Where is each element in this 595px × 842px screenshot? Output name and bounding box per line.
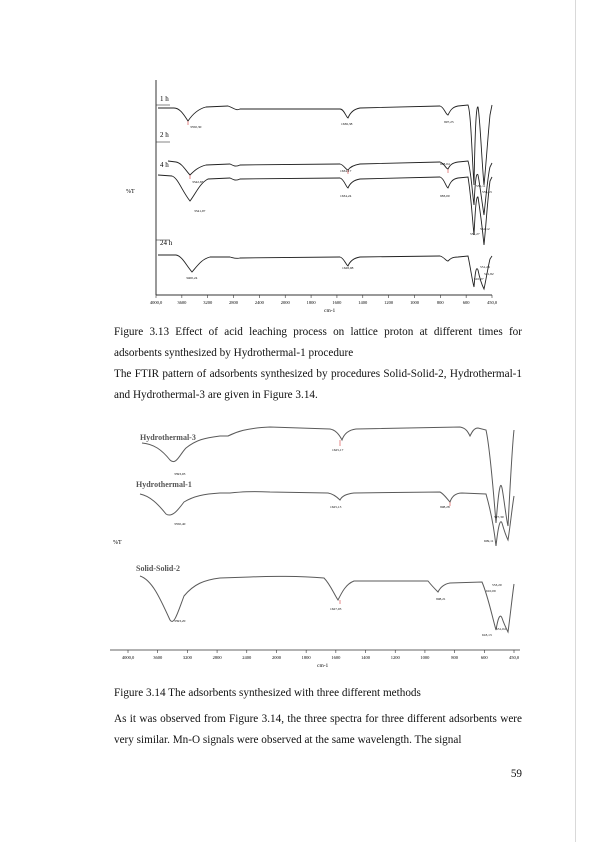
- fig314-x-tick-label: 1800: [301, 655, 311, 660]
- fig314-x-tick-label: 1000: [420, 655, 430, 660]
- x-tick-labels: [150, 295, 498, 306]
- peak-4h-1: 1634,24: [340, 194, 352, 198]
- peak-ss2-1: 1627,03: [330, 607, 342, 611]
- fig313-x-tick-label: 1400: [358, 300, 368, 305]
- peak-1h-0: 3350,30: [190, 125, 202, 129]
- fig314-x-tick-label: 800: [451, 655, 458, 660]
- figure-3-14: [110, 418, 530, 673]
- peak-ss2-6: 618,13: [482, 633, 492, 637]
- peak-ss2-2: 998,21: [436, 597, 446, 601]
- label-hydrothermal-3: Hydrothermal-3: [140, 433, 196, 442]
- peak-24h-0: 3400,24: [186, 276, 198, 280]
- figure-3-13-caption: Figure 3.13 Effect of acid leaching process on lattice proton at different times for adsorbents synthesized by Hydrothermal-1 procedure: [114, 326, 522, 359]
- peak-24h-3: 521,82: [484, 272, 494, 276]
- fig313-x-tick-label: 1000: [409, 300, 419, 305]
- fig314-x-tick-label: 1600: [331, 655, 341, 660]
- fig314-x-tick-label: 3600: [153, 655, 163, 660]
- peak-h1-0: 3350,40: [174, 522, 186, 526]
- peak-h1-2: 998,28: [440, 505, 450, 509]
- spectrum-4h: [158, 175, 492, 245]
- spectrum-2h: [168, 161, 492, 215]
- fig314-x-tick-label: 1400: [361, 655, 371, 660]
- peak-h3-0: 3393,03: [174, 472, 186, 476]
- peak-ss2-3: 553,20: [492, 583, 502, 587]
- peak-4h-4: 551,12: [480, 227, 490, 231]
- peak-h1-3: 527,30: [494, 515, 504, 519]
- fig313-x-tick-label: 2400: [254, 300, 264, 305]
- peak-2h-0: 3342,83: [192, 180, 204, 184]
- fig314-x-tick-label: 3200: [182, 655, 192, 660]
- peak-ss2-5: 551,04: [496, 627, 506, 631]
- x-axis-label: cm-1: [317, 663, 329, 669]
- peak-2h-1: 1634,17: [340, 169, 352, 173]
- fig313-x-tick-label: 2000: [280, 300, 290, 305]
- ftir-chart-three-methods: [110, 418, 530, 673]
- y-axis-label: %T: [126, 189, 135, 195]
- fig314-x-tick-label: 2400: [242, 655, 252, 660]
- fig314-x-tick-label: 4000,0: [121, 655, 135, 660]
- spectrum-solid-solid-2: [140, 576, 514, 632]
- peak-h1-4: 609,11: [484, 539, 494, 543]
- label-24h: 24 h: [160, 239, 173, 247]
- spectrum-hydrothermal-1: [140, 492, 514, 546]
- fig313-x-tick-label: 3600: [177, 300, 187, 305]
- fig313-x-tick-label: 1800: [306, 300, 316, 305]
- figure-3-13: [110, 75, 530, 315]
- fig314-x-tick-label: 600: [480, 655, 488, 660]
- label-1h: 1 h: [160, 95, 169, 103]
- spectrum-24h: [158, 255, 492, 289]
- peak-24h-1: 1628,98: [342, 266, 354, 270]
- fig314-x-tick-label: 450,0: [508, 655, 520, 660]
- label-solid-solid-2: Solid-Solid-2: [136, 564, 181, 573]
- peak-1h-2: 997,25: [444, 120, 454, 124]
- fig313-x-tick-label: 450,0: [486, 300, 498, 305]
- peak-24h-2: 551,24: [480, 265, 490, 269]
- peak-h1-1: 1625,13: [330, 505, 342, 509]
- fig313-x-tick-label: 1600: [332, 300, 342, 305]
- peak-2h-3: 551,11: [476, 184, 486, 188]
- fig313-x-tick-label: 800: [436, 300, 444, 305]
- page-edge-line: [575, 0, 576, 842]
- peak-4h-0: 3341,97: [194, 209, 206, 213]
- fig314-x-tick-label: 2800: [212, 655, 222, 660]
- label-hydrothermal-1: Hydrothermal-1: [136, 480, 192, 489]
- fig313-x-tick-label: 2800: [229, 300, 239, 305]
- peak-ss2-0: 3393,20: [174, 619, 186, 623]
- peak-2h-2: 988,04: [440, 162, 450, 166]
- peak-2h-4: 555,53: [482, 190, 492, 194]
- spectrum-1h: [158, 105, 492, 185]
- fig313-x-tick-label: 4000,0: [149, 300, 163, 305]
- y-axis-label: %T: [113, 540, 122, 546]
- paragraph-observation: As it was observed from Figure 3.14, the three spectra for three different adsorbents were very similar. Mn-O signals were observed at the same wavelength. The signal: [114, 713, 522, 746]
- peak-24h-4: 510,27: [474, 277, 484, 281]
- fig313-x-tick-label: 600: [462, 300, 470, 305]
- paragraph-intro-figure-3-14: The FTIR pattern of adsorbents synthesized by procedures Solid-Solid-2, Hydrothermal-1 and Hydrothermal-3 are given in Figure 3.14.: [114, 368, 522, 401]
- x-tick-labels: [122, 650, 520, 661]
- peak-4h-3: 551,27: [470, 232, 480, 236]
- label-2h: 2 h: [160, 131, 169, 139]
- peak-1h-1: 1636,38: [341, 122, 353, 126]
- fig313-x-tick-label: 3200: [203, 300, 213, 305]
- peak-4h-2: 983,00: [440, 194, 450, 198]
- figure-3-14-caption: Figure 3.14 The adsorbents synthesized with three different methods: [114, 687, 421, 699]
- x-axis-label: cm-1: [324, 308, 336, 314]
- peak-h3-1: 1625,17: [332, 448, 344, 452]
- page-number: 59: [510, 768, 522, 780]
- peak-ss2-4: 610,09: [486, 589, 496, 593]
- fig314-x-tick-label: 1200: [390, 655, 400, 660]
- fig313-x-tick-label: 1200: [384, 300, 394, 305]
- ftir-chart-acid-leaching: [110, 75, 530, 315]
- fig314-x-tick-label: 2000: [271, 655, 281, 660]
- spectrum-hydrothermal-3: [142, 427, 514, 526]
- label-4h: 4 h: [160, 161, 169, 169]
